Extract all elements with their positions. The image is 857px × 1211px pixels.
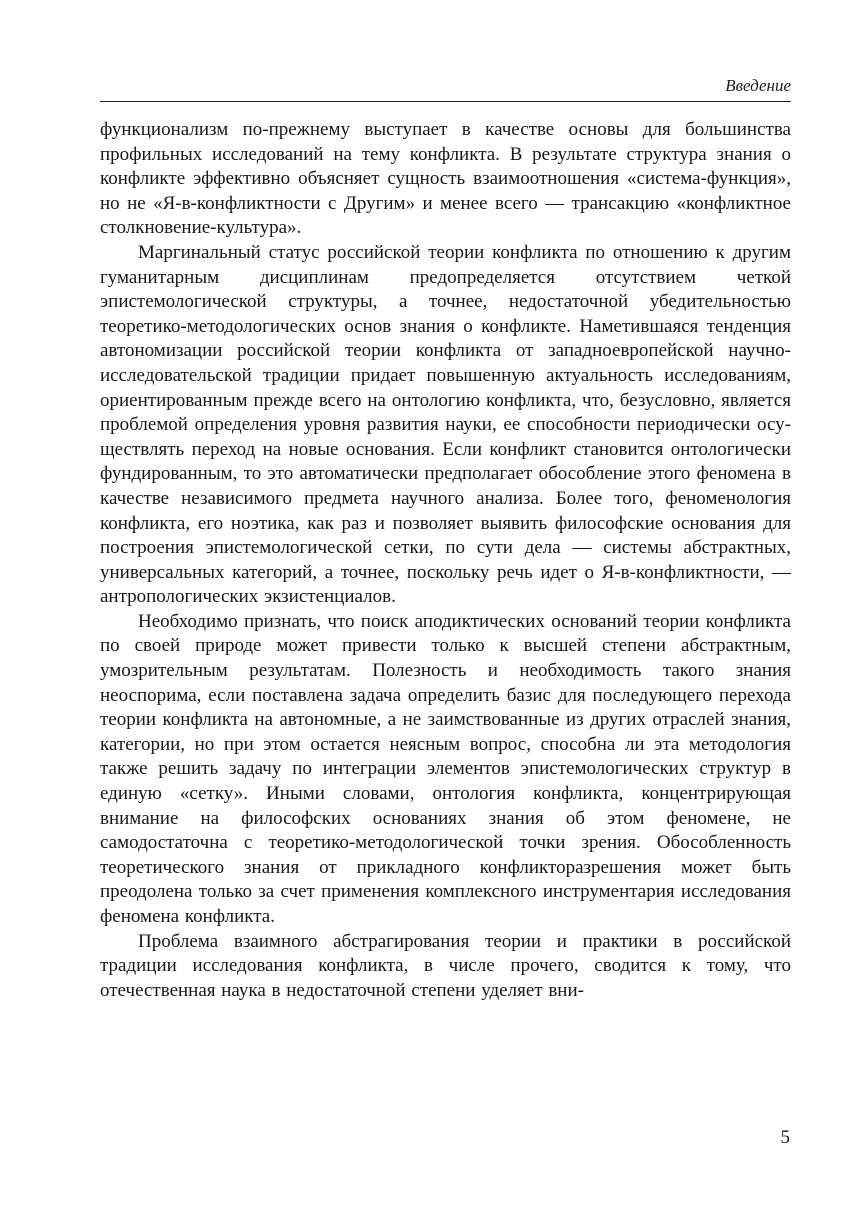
running-header: Введение <box>725 76 791 95</box>
page-number: 5 <box>780 1127 790 1148</box>
content-area <box>100 0 791 1003</box>
body-text <box>100 118 791 1003</box>
paragraph-2: Маргинальный статус российской теории конфликта по отношению к другим гуманитарным дисциплинам предопределяется отсутствием четкой эпистемологической структуры, а точнее, недостаточной убедительностью теоретико-методологических основ знания о конфликте. Наметившаяся тенденция автономизации российской теории конфликта от западноевропейской научно-исследовательской традиции придает повышенную актуальность исследованиям, ориентированным прежде всего на онтологию конфликта, что, безусловно, является проблемой определения уровня развития науки, ее способности периодически осуществлять переход на новые основания. Если конфликт становится онтологически фундированным, то это автоматически предполагает обособление этого феномена в качестве независимого предмета научного анализа. Более того, феноменология конфликта, его ноэтика, как раз и позволяет выявить философские основания для построения эпистемологической сетки, по сути дела — системы абстрактных, универсальных категорий, а точнее, поскольку речь идет о Я-в-конфликтности, — антропологических экзистенциалов. <box>100 241 791 608</box>
paragraph-4: Проблема взаимного абстрагирования теории и практики в российской традиции исследования конфликта, в числе прочего, сводится к тому, что отечественная наука в недостаточной степени уделяет вни- <box>100 930 791 1001</box>
paragraph-3: Необходимо признать, что поиск аподиктических оснований теории конфликта по своей природе может привести только к высшей степени абстрактным, умозрительным результатам. Полезность и необходимость такого знания неоспорима, если поставлена задача определить базис для последующего перехода теории конфликта на автономные, а не заимствованные из других отраслей знания, категории, но при этом остается неясным вопрос, способна ли эта методология также решить задачу по интеграции элементов эпистемологических структур в единую «сетку». Иными словами, онтология конфликта, концентрирующая внимание на философских основаниях знания об этом феномене, не самодостаточна с теоретико-методологической точки зрения. Обособленность теоретического знания от прикладного конфликторазрешения может быть преодолена только за счет применения комплексного инструментария исследования феномена конфликта. <box>100 610 791 927</box>
paragraph-1: функционализм по-прежнему выступает в качестве основы для большинства профильных исследований на тему конфликта. В результате структура знания о конфликте эффективно объясняет сущность взаимоотношения «система-функция», но не «Я-в-конфликтности с Другим» и менее всего — трансакцию «конфликтное столкновение-культура». <box>100 119 791 239</box>
header-rule <box>100 101 791 102</box>
